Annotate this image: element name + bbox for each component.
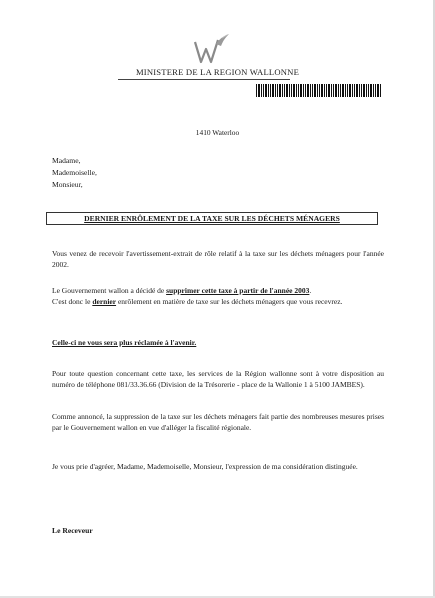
ministry-name: MINISTERE DE LA REGION WALLONNE	[135, 67, 300, 77]
salutation-line: Monsieur,	[52, 180, 83, 190]
salutation-line: Madame,	[52, 156, 81, 165]
paragraph-no-longer-claimed: Celle-ci ne vous sera plus réclamée à l'avenir.	[52, 338, 197, 347]
paragraph-closing: Je vous prie d'agréer, Madame, Mademoiselle, Monsieur, l'expression de ma considération distinguée.	[52, 462, 358, 471]
subject-box	[46, 212, 378, 225]
place-line: 1410 Waterloo	[195, 128, 240, 137]
paragraph-abolition: Comme annoncé, la suppression de la taxe sur les déchets ménagers fait partie des nombreuses mesures prises par le Gouvernement wallon en vue d'alléger la fiscalité régionale.	[52, 412, 384, 432]
region-wallonne-logo	[192, 32, 232, 66]
decision-text: Le Gouvernement wallon a décidé de	[52, 286, 167, 295]
paragraph-contact: Pour toute question concernant cette taxe, les services de la Région wallonne sont à votre disposition au numéro de téléphone 081/33.36.66 (Division de la Trésorerie - place de la Wallonie 1 à 5100 JAMBES).	[52, 369, 384, 389]
barcode	[255, 84, 382, 97]
header-rule	[118, 79, 290, 80]
subject-title: DERNIER ENRÔLEMENT DE LA TAXE SUR LES DÉCHETS MÉNAGERS	[84, 214, 340, 223]
decision-line	[52, 286, 384, 297]
paragraph-decision	[52, 286, 384, 307]
decision-period: .	[309, 286, 312, 295]
last-enrolment-highlight: dernier	[92, 296, 117, 306]
last-enrolment-text: C'est donc le	[52, 296, 93, 306]
salutation-line: Mademoiselle,	[52, 168, 97, 178]
signature: Le Receveur	[52, 526, 93, 535]
last-enrolment-rest: enrôlement en matière de taxe sur les déchets ménagers que vous recevrez.	[116, 296, 343, 306]
decision-highlight: supprimer cette taxe à partir de l'année 2003	[166, 286, 310, 295]
last-enrolment-line	[52, 297, 384, 308]
salutation	[52, 155, 97, 192]
paragraph-intro: Vous venez de recevoir l'avertissement-extrait de rôle relatif à la taxe sur les déchets ménagers pour l'année 2002.	[52, 249, 384, 269]
